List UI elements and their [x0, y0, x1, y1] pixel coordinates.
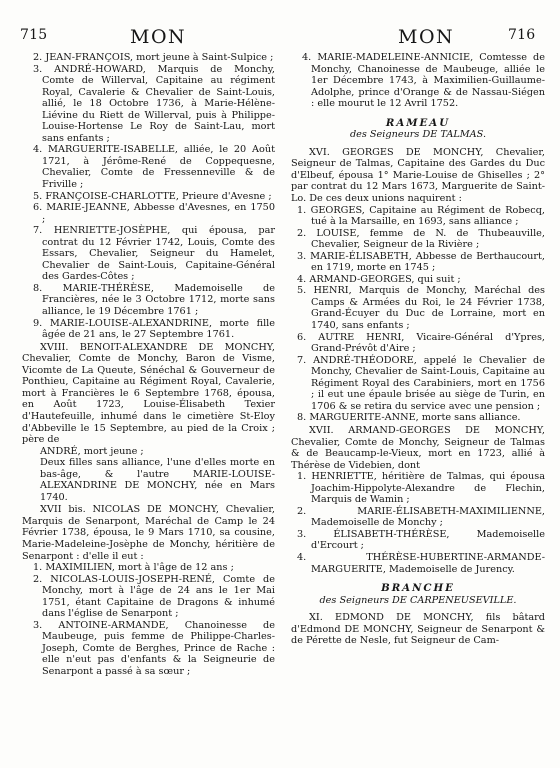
left-column: [22, 52, 275, 678]
list-item: 5. HENRI, Marquis de Monchy, Maréchal des Camps & Armées du Roi, le 24 Février 1738, Grand-Écuyer du Duc de Lorraine, mort en 1740, sans enfants ;: [297, 285, 545, 332]
list-item: 2. JEAN-FRANÇOIS, mort jeune à Saint-Sulpice ;: [33, 52, 274, 63]
list-item: 4. MARIE-MADELEINE-ANNICIE, Comtesse de Monchy, Chanoinesse de Maubeuge, alliée le 1er Décembre 1743, à Maximilien-Guillaume-Adolphe, prince d'Orange & de Nassau-Siégen : elle mourut le 12 Avril 1752.: [302, 52, 545, 110]
section-heading: BRANCHE: [381, 582, 455, 595]
section-subheading: des Seigneurs DE TALMAS.: [349, 129, 487, 141]
note-paragraph: ANDRÉ, mort jeune ;: [40, 445, 144, 457]
list-item: 1. MAXIMILIEN, mort à l'âge de 12 ans ;: [33, 562, 234, 574]
list-item: 4. ARMAND-GEORGES, qui suit ;: [297, 273, 461, 285]
list-item: 3. ANDRÉ-HOWARD, Marquis de Monchy, Comte de Willerval, Capitaine au régiment Royal, Cavalerie & Chevalier de Saint-Louis, allié, le 18 Octobre 1736, à Marie-Hélène-Liévine du Riett de Willerval, puis à Philippe-Louise-Hortense Le Roy de Saint-Lau, mort sans enfants ;: [33, 63, 275, 144]
list-item: 5. FRANÇOISE-CHARLOTTE, Prieure d'Avesne ;: [33, 190, 272, 202]
section-subheading: des Seigneurs DE CARPENEUSEVILLE.: [319, 594, 517, 606]
note-paragraph: Deux filles sans alliance, l'une d'elles morte en bas-âge, & l'autre MARIE-LOUISE-ALEXANDRINE DE MONCHY, née en Mars 1740.: [40, 457, 275, 503]
list-item: 2. MARIE-ÉLISABETH-MAXIMILIENNE, Mademoiselle de Monchy ;: [297, 505, 545, 529]
list-item: 3. ANTOINE-ARMANDE, Chanoinesse de Maubeuge, puis femme de Philippe-Charles-Joseph, Comte de Berghes, Prince de Rache : elle n'eut pas d'enfants & la Seigneurie de Senarpont a passé à sa sœur ;: [33, 619, 275, 677]
genealogy-entry: XI. EDMOND DE MONCHY, fils bâtard d'Edmond DE MONCHY, Seigneur de Senarpont & de Pérette de Nesle, fut Seigneur de Cam-: [291, 612, 545, 647]
list-item: 8. MARIE-THÉRÈSE, Mademoiselle de Francières, née le 3 Octobre 1712, morte sans alliance, le 19 Décembre 1761 ;: [33, 282, 275, 318]
section-heading: RAMEAU: [385, 116, 451, 129]
right-column: [291, 52, 545, 647]
list-item: 9. MARIE-LOUISE-ALEXANDRINE, morte fille âgée de 21 ans, le 27 Septembre 1761.: [33, 317, 275, 341]
genealogy-entry: XVIII. BENOIT-ALEXANDRE DE MONCHY, Chevalier, Comte de Monchy, Baron de Visme, Vicomte de La Queute, Sénéchal & Gouverneur de Ponthieu, Capitaine au Régiment Royal, Cavalerie, mort à Francières le 6 Septembre 1768, épousa, en Août 1723, Louise-Élisabeth Texier d'Hautefeuille, inhumé dans le cimetière St-Eloy d'Abbeville le 15 Septembre, au pied de la Croix ; père de: [22, 341, 275, 446]
list-item: 1. GEORGES, Capitaine au Régiment de Robecq, tué à la Marsaille, en 1693, sans alliance ;: [297, 204, 545, 228]
list-item: 7. HENRIETTE-JOSÈPHE, qui épousa, par contrat du 12 Février 1742, Louis, Comte des Essars, Chevalier, Seigneur du Hamelet, Chevalier de Saint-Louis, Capitaine-Général des Gardes-Côtes ;: [33, 225, 275, 283]
genealogy-entry: XVII. ARMAND-GEORGES DE MONCHY, Chevalier, Comte de Monchy, Seigneur de Talmas & de Beaucamp-le-Vieux, mort en 1723, allié à Thérèse de Videbien, dont: [291, 424, 545, 471]
list-item: 3. MARIE-ÉLISABETH, Abbesse de Berthaucourt, en 1719, morte en 1745 ;: [297, 250, 545, 274]
left-running-head: MON: [130, 26, 187, 48]
list-item: 1. HENRIETTE, héritière de Talmas, qui épousa Joachim-Hippolyte-Alexandre de Flechin, Marquis de Wamin ;: [297, 471, 545, 506]
right-page-number: 716: [508, 27, 536, 43]
list-item: 2. LOUISE, femme de N. de Thubeauville, Chevalier, Seigneur de la Rivière ;: [297, 227, 545, 251]
genealogy-entry: XVI. GEORGES DE MONCHY, Chevalier, Seigneur de Talmas, Capitaine des Gardes du Duc d'Elbeuf, épousa 1° Marie-Louise de Ghiselles ; 2° par contrat du 12 Mars 1673, Marguerite de Saint-Lo. De ces deux unions naquirent :: [291, 146, 545, 205]
list-item: 3. ÉLISABETH-THÉRÈSE, Mademoiselle d'Ercourt ;: [297, 528, 545, 552]
list-item: 6. AUTRE HENRI, Vicaire-Général d'Ypres, Grand-Prévôt d'Aire ;: [297, 331, 545, 355]
list-item: 4. MARGUERITE-ISABELLE, alliée, le 20 Août 1721, à Jérôme-René de Coppequesne, Chevalier, Comte de Fressenneville & de Friville ;: [33, 144, 275, 191]
right-running-head: MON: [398, 26, 455, 48]
list-item: 2. NICOLAS-LOUIS-JOSEPH-RENÉ, Comte de Monchy, mort à l'âge de 24 ans le 1er Mai 1751, étant Capitaine de Dragons & inhumé dans l'église de Senarpont ;: [33, 573, 275, 620]
list-item: 4. THÉRÈSE-HUBERTINE-ARMANDE-MARGUERITE, Mademoiselle de Jurency.: [297, 551, 545, 575]
list-item: 7. ANDRÉ-THÉODORE, appelé le Chevalier de Monchy, Chevalier de Saint-Louis, Capitaine au Régiment Royal des Carabiniers, mort en 1756 ; il eut une épaule brisée au siège de Turin, en 1706 & se retira du service avec une pension ;: [297, 354, 545, 412]
genealogy-entry: XVII bis. NICOLAS DE MONCHY, Chevalier, Marquis de Senarpont, Maréchal de Camp le 24 Février 1738, épousa, le 9 Mars 1710, sa cousine, Marie-Madeleine-Josèphe de Monchy, héritière de Senarpont : d'elle il eut :: [22, 504, 275, 562]
list-item: 8. MARGUERITE-ANNE, morte sans alliance.: [297, 412, 521, 424]
left-page-number: 715: [20, 27, 48, 43]
list-item: 6. MARIE-JEANNE, Abbesse d'Avesnes, en 1750 ;: [33, 202, 275, 225]
